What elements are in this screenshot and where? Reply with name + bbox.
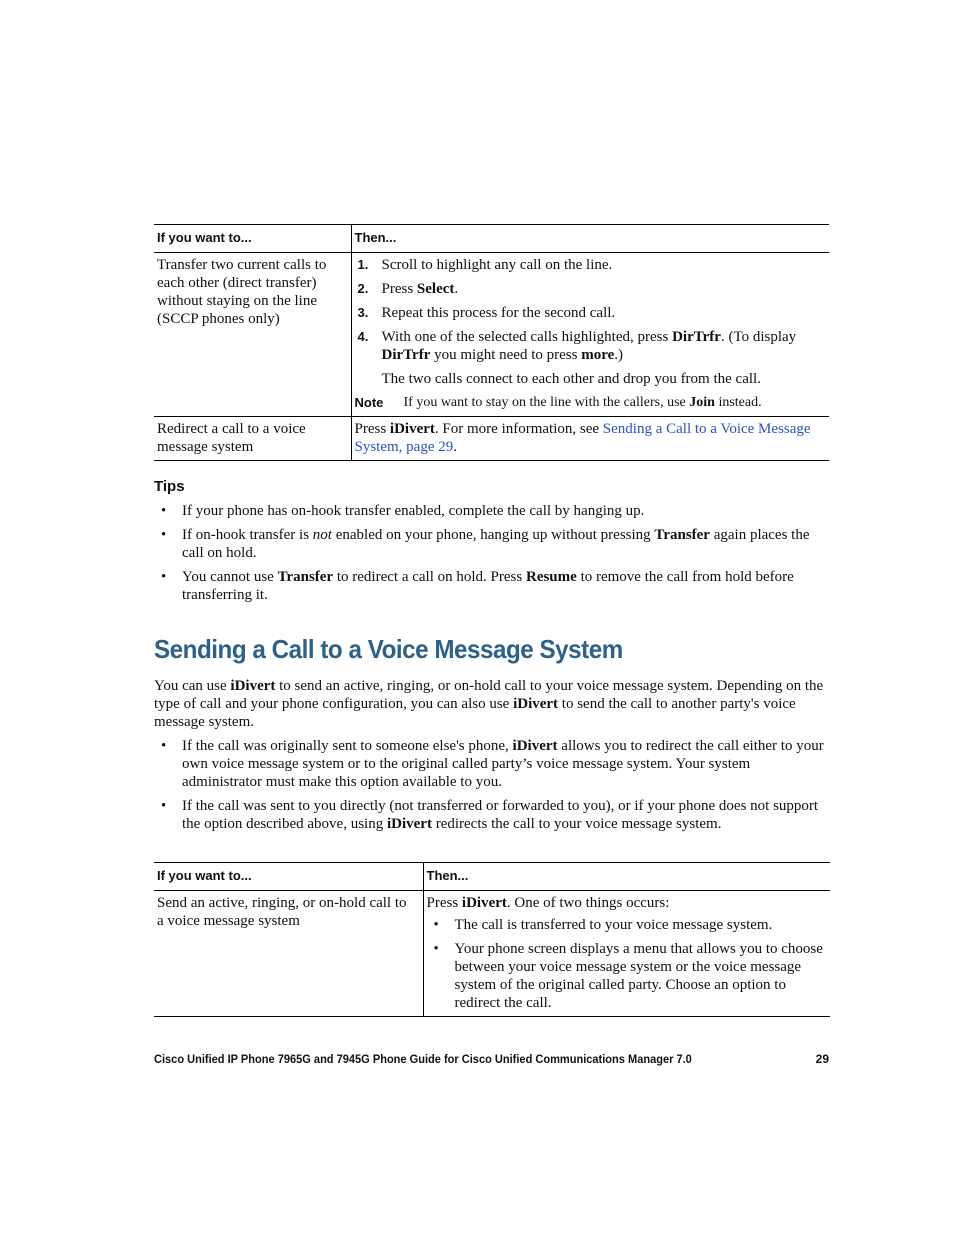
list-item: • If your phone has on-hook transfer enabled, complete the call by hanging up. <box>161 503 645 519</box>
step-number: 4. <box>357 329 369 344</box>
task-redirect-call: Redirect a call to a voice message system <box>154 417 351 461</box>
table-row <box>154 253 829 417</box>
section-heading: Sending a Call to a Voice Message System <box>154 634 623 664</box>
bullet-icon: • <box>161 527 167 543</box>
softkey-idivert: iDivert <box>386 816 432 832</box>
column-header-if-you-want-to: If you want to... <box>154 225 351 253</box>
softkey-idivert: iDivert <box>389 421 435 437</box>
page-number: 29 <box>815 1052 829 1066</box>
transfer-table <box>154 224 829 461</box>
column-header-then: Then... <box>351 225 829 253</box>
softkey-dirtrfr: DirTrfr <box>672 329 721 345</box>
bullet-icon: • <box>161 503 167 519</box>
step-text: Scroll to highlight any call on the line. <box>381 257 613 273</box>
softkey-idivert: iDivert <box>512 738 558 754</box>
steps-cell <box>351 253 829 417</box>
note-label: Note <box>354 395 384 410</box>
list-item: • If the call was sent to you directly (not transferred or forwarded to you), or if your phone does not support the option described above, using iDivert redirects the call to your voice message system. <box>161 798 819 832</box>
voicemail-instructions: Press iDivert. One of two things occurs: • The call is transferred to your voice message system. • Your phone screen displays a menu that allows you to choose between your voice message system or the voice message system of the original called party. Choose an option to redirect the call. <box>423 891 830 1017</box>
step-number: 1. <box>357 257 369 272</box>
task-direct-transfer: Transfer two current calls to each other (direct transfer) without staying on the line (SCCP phones only) <box>154 253 351 417</box>
list-item: • Your phone screen displays a menu that allows you to choose between your voice message system or the voice message system of the original called party. Choose an option to redirect the call. <box>433 941 823 1011</box>
softkey-join: Join <box>689 395 715 410</box>
step-number: 3. <box>357 305 369 320</box>
step-item <box>355 304 827 322</box>
step-result: The two calls connect to each other and drop you from the call. <box>381 371 761 387</box>
outcome-list <box>427 916 828 1012</box>
step-item <box>355 256 827 274</box>
softkey-idivert: iDivert <box>461 895 507 911</box>
step-text: Repeat this process for the second call. <box>381 305 616 321</box>
step-number: 2. <box>357 281 369 296</box>
column-header-if-you-want-to: If you want to... <box>154 863 423 891</box>
softkey-resume: Resume <box>525 569 577 585</box>
cross-reference-link[interactable]: Sending a Call to a Voice Message System, page 29 <box>354 421 811 455</box>
softkey-more: more <box>581 347 615 363</box>
page-footer <box>154 1052 829 1066</box>
tips-list <box>154 502 830 610</box>
table-header-row <box>154 225 829 253</box>
softkey-transfer: Transfer <box>277 569 334 585</box>
note: Note If you want to stay on the line with the callers, use Join instead. <box>354 395 762 410</box>
footer-title: Cisco Unified IP Phone 7965G and 7945G Phone Guide for Cisco Unified Communications Manager 7.0 <box>154 1052 692 1066</box>
list-item: • The call is transferred to your voice message system. <box>433 917 773 933</box>
list-item: • You cannot use Transfer to redirect a call on hold. Press Resume to remove the call from hold before transferring it. <box>161 569 794 603</box>
table-header-row <box>154 863 830 891</box>
tips-heading: Tips <box>154 478 185 495</box>
bullet-icon: • <box>161 798 167 814</box>
table-row <box>154 417 829 461</box>
softkey-idivert: iDivert <box>513 696 559 712</box>
table-row <box>154 891 830 1017</box>
column-header-then: Then... <box>423 863 830 891</box>
task-send-to-voicemail: Send an active, ringing, or on-hold call to a voice message system <box>154 891 423 1017</box>
step-item: 4. With one of the selected calls highlighted, press DirTrfr. (To display DirTrfr you might need to press more.) <box>357 329 797 363</box>
section-intro: You can use iDivert to send an active, ringing, or on-hold call to your voice message system. Depending on the type of call and your phone configuration, you can also use iDivert to send the call to another party's voice message system. <box>154 678 824 730</box>
softkey-transfer: Transfer <box>654 527 710 543</box>
softkey-select: Select <box>416 281 455 297</box>
voice-message-table <box>154 862 830 1017</box>
redirect-instructions: Press iDivert. For more information, see Sending a Call to a Voice Message System, page 29. <box>351 417 829 461</box>
step-list <box>355 256 827 364</box>
step-item: 2. Press Select. <box>357 281 459 297</box>
softkey-dirtrfr: DirTrfr <box>381 347 431 363</box>
bullet-icon: • <box>433 917 439 933</box>
list-item: • If on-hook transfer is not enabled on your phone, hanging up without pressing Transfer again places the call on hold. <box>161 527 810 561</box>
bullet-icon: • <box>161 738 167 754</box>
bullet-icon: • <box>161 569 167 585</box>
bullet-icon: • <box>433 941 439 957</box>
softkey-idivert: iDivert <box>230 678 276 694</box>
list-item: • If the call was originally sent to someone else's phone, iDivert allows you to redirect the call either to your own voice message system or to the original called party’s voice message system. Your system administrator must make this option available to you. <box>161 738 824 790</box>
idivert-bullets <box>154 737 830 839</box>
